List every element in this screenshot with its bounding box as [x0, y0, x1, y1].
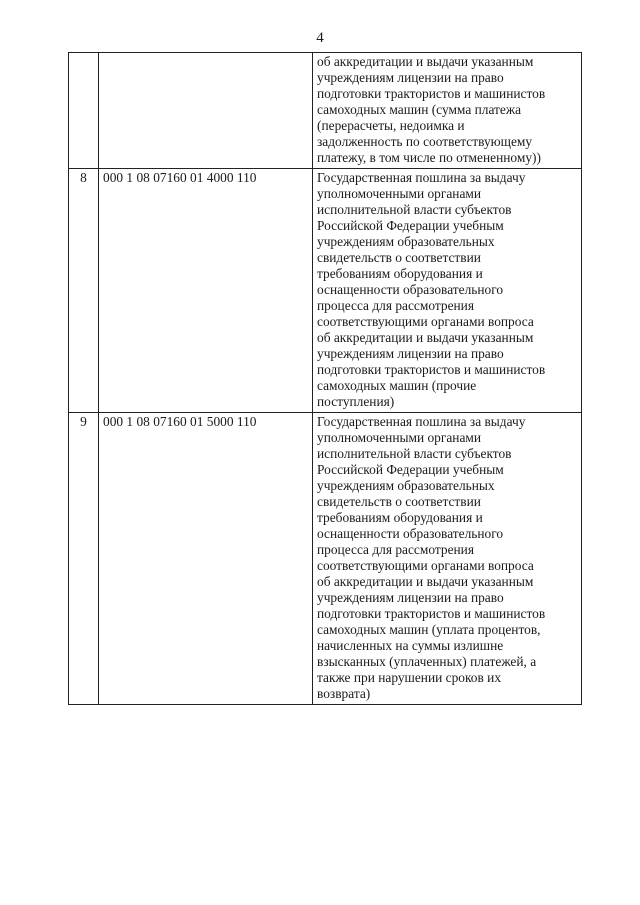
- description-line: уполномоченными органами: [317, 430, 482, 445]
- row-number-cell: 9: [69, 413, 99, 705]
- description-line: задолженность по соответствующему: [317, 134, 533, 149]
- description-line: требованиям оборудования и: [317, 266, 483, 281]
- description-line: учреждениям лицензии на право: [317, 70, 504, 85]
- description-line: Российской Федерации учебным: [317, 218, 504, 233]
- table-row: [69, 169, 582, 413]
- description-line: самоходных машин (прочие: [317, 378, 477, 393]
- description-line: исполнительной власти субъектов: [317, 202, 512, 217]
- classification-code-cell: [99, 53, 313, 169]
- description-line: исполнительной власти субъектов: [317, 446, 512, 461]
- description-line: оснащенности образовательного: [317, 282, 504, 297]
- budget-classification-table: [68, 52, 582, 705]
- row-number-cell: 8: [69, 169, 99, 413]
- description-line: об аккредитации и выдачи указанным: [317, 330, 534, 345]
- description-line: учреждениям образовательных: [317, 234, 495, 249]
- description-line: платежу, в том числе по отмененному)): [317, 150, 541, 165]
- description-line: оснащенности образовательного: [317, 526, 504, 541]
- description-line: требованиям оборудования и: [317, 510, 483, 525]
- description-line: подготовки трактористов и машинистов: [317, 86, 546, 101]
- description-line: учреждениям образовательных: [317, 478, 495, 493]
- description-line: (перерасчеты, недоимка и: [317, 118, 465, 133]
- description-line: возврата): [317, 686, 371, 701]
- table-row: [69, 413, 582, 705]
- description-line: свидетельств о соответствии: [317, 250, 481, 265]
- revenue-description-cell: [313, 413, 582, 705]
- description-line: самоходных машин (уплата процентов,: [317, 622, 541, 637]
- description-line: Государственная пошлина за выдачу: [317, 170, 526, 185]
- description-line: уполномоченными органами: [317, 186, 482, 201]
- description-line: учреждениям лицензии на право: [317, 346, 504, 361]
- description-line: процесса для рассмотрения: [317, 542, 475, 557]
- revenue-description-cell: [313, 53, 582, 169]
- description-line: начисленных на суммы излишне: [317, 638, 504, 653]
- table-row: [69, 53, 582, 169]
- page-number: 4: [316, 30, 324, 46]
- description-line: об аккредитации и выдачи указанным: [317, 54, 534, 69]
- row-number-cell: [69, 53, 99, 169]
- description-line: также при нарушении сроков их: [317, 670, 502, 685]
- description-line: самоходных машин (сумма платежа: [317, 102, 522, 117]
- description-line: соответствующими органами вопроса: [317, 558, 534, 573]
- description-line: соответствующими органами вопроса: [317, 314, 534, 329]
- description-line: об аккредитации и выдачи указанным: [317, 574, 534, 589]
- description-line: процесса для рассмотрения: [317, 298, 475, 313]
- classification-code-cell: 000 1 08 07160 01 5000 110: [99, 413, 313, 705]
- description-line: свидетельств о соответствии: [317, 494, 481, 509]
- description-line: подготовки трактористов и машинистов: [317, 362, 546, 377]
- description-line: Государственная пошлина за выдачу: [317, 414, 526, 429]
- table-body: [69, 53, 582, 705]
- revenue-description-cell: [313, 169, 582, 413]
- classification-code-cell: 000 1 08 07160 01 4000 110: [99, 169, 313, 413]
- description-line: взысканных (уплаченных) платежей, а: [317, 654, 537, 669]
- description-line: Российской Федерации учебным: [317, 462, 504, 477]
- description-line: учреждениям лицензии на право: [317, 590, 504, 605]
- description-line: поступления): [317, 394, 395, 409]
- description-line: подготовки трактористов и машинистов: [317, 606, 546, 621]
